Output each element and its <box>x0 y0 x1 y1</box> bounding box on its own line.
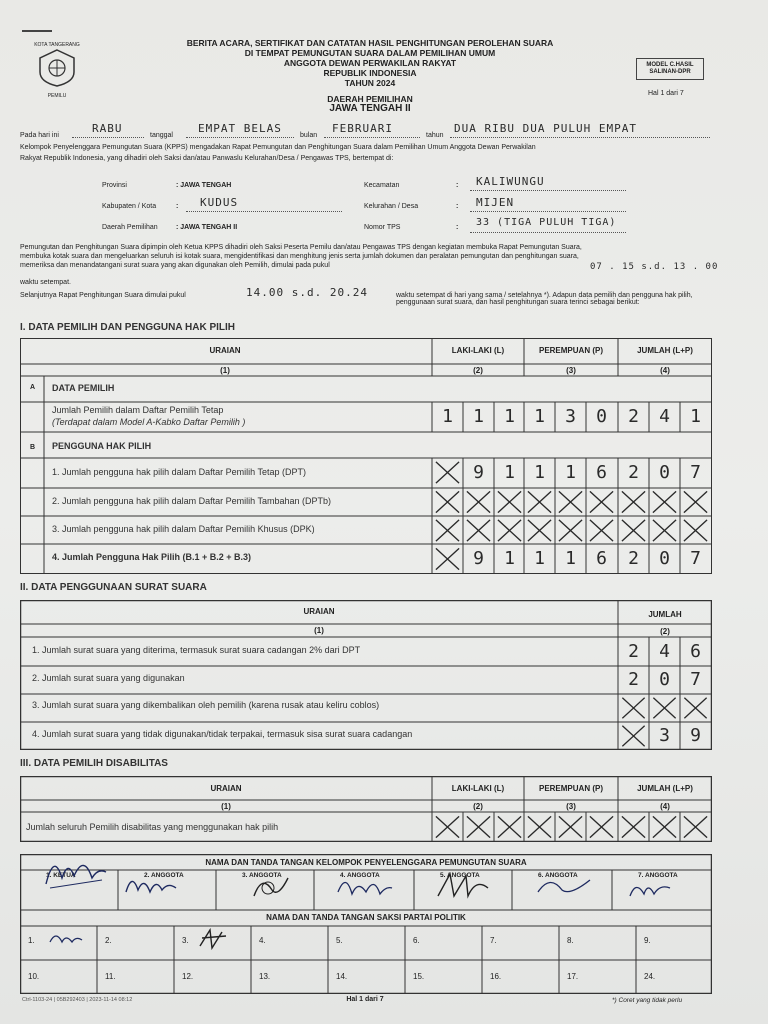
s1-b4-digit-cell <box>433 545 462 573</box>
saksi-slot-r1-6: 6. <box>413 936 420 945</box>
signature-anggota-4 <box>334 870 394 904</box>
time-range-2: 14.00 s.d. 20.24 <box>246 286 368 299</box>
s1-a-digit-cell: 2 <box>628 406 639 427</box>
s2-r3: 3. Jumlah surat suara yang dikembalikan oleh pemilih (karena rusak atau keliru coblos) <box>32 700 380 710</box>
s1-b1-digit-cell: 1 <box>534 462 545 483</box>
waktu-setempat: waktu setempat. <box>20 279 71 286</box>
s3-num-1: (1) <box>221 802 231 811</box>
signature-anggota-6 <box>534 872 594 900</box>
s1-a-row1b: (Terdapat dalam Model A-Kabko Daftar Pemilih ) <box>52 417 246 427</box>
saksi-slot-r1-2: 2. <box>105 936 112 945</box>
s3-x-cell <box>556 813 585 841</box>
s1-b1-digit-cell: 0 <box>659 462 670 483</box>
saksi-slot-r2-8: 17. <box>567 972 579 981</box>
kpps-label-3: 3. ANGGOTA <box>242 872 282 879</box>
s3-x-cell <box>650 813 679 841</box>
s2-r1: 1. Jumlah surat suara yang diterima, termasuk surat suara cadangan 2% dari DPT <box>32 645 361 655</box>
s1-b1-digit-cell: 6 <box>596 462 607 483</box>
saksi-slot-r1-3: 3. <box>182 936 189 945</box>
saksi-slot-r1-9: 9. <box>644 936 651 945</box>
signature-anggota-5 <box>432 868 492 904</box>
s1-b2-x-cell <box>495 488 524 516</box>
s1-b3-x-cell <box>681 517 710 544</box>
s1-col-jumlah: JUMLAH (L+P) <box>637 346 693 355</box>
s1-b3-x-cell <box>650 517 679 544</box>
tahun-value: DUA RIBU DUA PULUH EMPAT <box>450 122 710 138</box>
s1-b1-digit-cell: 1 <box>565 462 576 483</box>
s1-b2-x-cell <box>650 488 679 516</box>
s1-b2-x-cell <box>681 488 710 516</box>
kelurahan-label: Kelurahan / Desa <box>364 203 419 210</box>
s1-b-title: PENGGUNA HAK PILIH <box>52 441 152 451</box>
kabupaten-value: KUDUS <box>186 196 342 212</box>
s3-num-2: (2) <box>473 802 483 811</box>
s2-r2: 2. Jumlah surat suara yang digunakan <box>32 673 185 683</box>
saksi-slot-r2-1: 10. <box>28 972 40 981</box>
bulan-value: FEBRUARI <box>324 122 420 138</box>
page-number-top: Hal 1 dari 7 <box>648 90 684 97</box>
header-line2: DI TEMPAT PEMUNGUTAN SUARA DALAM PEMILIHAN UMUM <box>244 48 496 58</box>
s1-b1-digit-cell: 1 <box>504 462 515 483</box>
opening-paragraph-2: Kelompok Penyelenggara Pemungutan Suara (KPPS) mengadakan Rapat Pemungutan dan Penghitungan Suara dalam Pemilihan Umum Anggota Dewan Perwakilan <box>20 144 536 151</box>
tahun-label: tahun <box>426 132 444 139</box>
body-paragraph-2b: waktu setempat di hari yang sama / setelahnya *). Adapun data pemilih dan pengguna hak pilih, penggunaan surat suara, dan hasil penghitungan suara terinci sebagai berikut: <box>396 292 693 306</box>
saksi-slot-r2-5: 14. <box>336 972 348 981</box>
s1-b3-x-cell <box>525 517 554 544</box>
s1-b4-digit-cell: 1 <box>504 548 515 569</box>
s2-col-uraian: URAIAN <box>303 607 335 616</box>
kpps-label-4: 4. ANGGOTA <box>340 872 380 879</box>
s1-col-laki: LAKI-LAKI (L) <box>451 346 505 355</box>
saksi-slot-r1-4: 4. <box>259 936 266 945</box>
s2-r4-digit-cell: 9 <box>690 725 701 746</box>
provinsi-label: Provinsi <box>102 182 127 189</box>
saksi-slot-r1-5: 5. <box>336 936 343 945</box>
header-line1: BERITA ACARA, SERTIFIKAT DAN CATATAN HASIL PENGHITUNGAN PEROLEHAN SUARA <box>186 38 554 48</box>
kpu-logo <box>34 42 80 100</box>
s1-b2-x-cell <box>464 488 493 516</box>
saksi-slot-r2-9: 24. <box>644 972 656 981</box>
s3-col-laki: LAKI-LAKI (L) <box>451 784 505 793</box>
s1-col-perempuan: PEREMPUAN (P) <box>538 346 603 355</box>
s3-col-uraian: URAIAN <box>210 784 242 793</box>
s1-b4-digit-cell: 2 <box>628 548 639 569</box>
s1-col-uraian: URAIAN <box>209 346 241 355</box>
s3-x-cell <box>433 813 462 841</box>
s1-b1-digit-cell <box>433 459 462 486</box>
s1-b2-x-cell <box>587 488 616 516</box>
s2-r4-digit-cell <box>619 723 648 749</box>
kabupaten-label: Kabupaten / Kota <box>102 203 157 210</box>
footer-page: Hal 1 dari 7 <box>346 996 384 1003</box>
kecamatan-label: Kecamatan <box>364 182 400 189</box>
s3-r1: Jumlah seluruh Pemilih disabilitas yang menggunakan hak pilih <box>26 822 279 832</box>
s1-b3-x-cell <box>619 517 648 544</box>
dapil-value: JAWA TENGAH II <box>329 103 411 114</box>
s1-a-digit-cell: 1 <box>534 406 545 427</box>
s1-num-3: (3) <box>566 366 576 375</box>
signature-anggota-2 <box>122 868 182 902</box>
saksi-slot-r2-6: 15. <box>413 972 425 981</box>
s1-b4-digit-cell: 1 <box>534 548 545 569</box>
s1-b1: 1. Jumlah pengguna hak pilih dalam Daftar Pemilih Tetap (DPT) <box>52 467 306 477</box>
s2-r2-digit-cell: 2 <box>628 669 639 690</box>
tanggal-label: tanggal <box>150 132 173 139</box>
s1-b3-x-cell <box>495 517 524 544</box>
dapil-field-label: Daerah Pemilihan <box>102 224 158 231</box>
section-3-title: III. DATA PEMILIH DISABILITAS <box>20 758 168 769</box>
s3-x-cell <box>681 813 710 841</box>
s1-a-row1: Jumlah Pemilih dalam Daftar Pemilih Tetap <box>52 405 224 415</box>
s2-col-jumlah: JUMLAH <box>648 610 682 619</box>
s2-r1-digit-cell: 4 <box>659 641 670 662</box>
s1-a-digit-cell: 4 <box>659 406 670 427</box>
signature-ketua <box>40 848 110 892</box>
tanggal-value: EMPAT BELAS <box>186 122 294 138</box>
saksi-slot-r2-3: 12. <box>182 972 194 981</box>
s2-r2-digit-cell: 0 <box>659 669 670 690</box>
s3-x-cell <box>495 813 524 841</box>
s1-b4-digit-cell: 7 <box>690 548 701 569</box>
corner-mark <box>22 30 52 32</box>
form-page: KOTA TANGERANG PEMILU BERITA ACARA, SERTIFIKAT DAN CATATAN HASIL PENGHITUNGAN PEROLEHAN SUARA DI TEMPAT PEMUNGUTAN SUARA DALAM PEMILIHAN UMUM ANGGOTA DEWAN PERWAKILAN RAKYAT REPUBLIK INDONESIA TAHUN 2024 DAERAH PEMILIHAN JAWA TENGAH II MODEL C.HASIL SALINAN-DPR Hal 1 dari 7 Pada hari ini RABU tanggal EMPAT BELAS bulan FEBRUARI tahun DUA RIBU DUA PULUH EMPAT Kelompok Penyelenggara Pemungutan Suara (KPPS) mengadakan Rapat Pemungutan dan Penghitungan Suara dalam Pemilihan Umum Anggota Dewan Perwakilan Rakyat Republik Indonesia, yang dihadiri oleh Saksi dan/atau Panwaslu Kelurahan/Desa / Pengawas TPS, bertempat di: Provinsi : JAWA TENGAH Kabupaten / Kota : KUDUS Daerah Pemilihan : JAWA TENGAH II Kecamatan : KALIWUNGU Kelurahan / Desa : MIJEN Nomor TPS : 33 (TIGA PULUH TIGA) Pemungutan dan Penghitungan Suara dipimpin oleh Ketua KPPS dihadiri oleh Saksi Peserta Pemilu dan/atau Pengawas TPS dengan kegiatan membuka Rapat Pemungutan Suara, membuka kotak suara dan mengeluarkan seluruh isi kotak suara, mengidentifikasi dan menghitung jenis serta jumlah dokumen dan peralatan pemungutan dan penghitungan suara, memeriksa dan menandatangani surat suara yang akan digunakan oleh Pemilih, dimulai pada pukul 07 . 15 s.d. 13 . 00 waktu setempat. Selanjutnya Rapat Penghitungan Suara dimulai pukul 14.00 s.d. 20.24 waktu setempat di hari yang sama / setelahnya *). Adapun data pemilih dan pengguna hak pilih, penggunaan surat suara, dan hasil penghitungan suara terinci sebagai berikut: I. DATA PEMILIH DAN PENGGUNA HAK PILIH URAIAN LAKI-LAKI (L) PEREMPUAN (P) JUMLAH (L+P) (1) (2) (3) (4) A DATA PEMILIH Jumlah Pemilih dalam Daftar Pemilih Tetap (Terdapat dalam Model A-Kabko Daftar Pemilih ) B PENGGUNA HAK PILIH 1. Jumlah pengguna hak pilih dalam Daftar Pemilih Tetap (DPT) 2. Jumlah pengguna hak pilih dalam Daftar Pemilih Tambahan (DPTb) 3. Jumlah pengguna hak pilih dalam Daftar Pemilih Khusus (DPK) 4. Jumlah Pengguna Hak Pilih (B.1 + B.2 + B.3) 1 1 1 1 3 0 2 4 1 9 1 1 1 6 2 0 7 9 1 1 1 6 2 0 7 II. DATA PENGGUNAAN SURAT SUARA URAIAN JUMLAH (1) (2) 1. Jumlah surat suara yang diterima, termasuk surat suara cadangan 2% dari DPT 2. Jumlah surat suara yang digunakan 3. Jumlah surat suara yang dikembalikan oleh pemilih (karena rusak atau keliru coblos) 4. Jumlah surat suara yang tidak digunakan/tidak terpakai, termasuk sisa surat suara cadangan 2 4 6 2 0 7 3 9 III. DATA PEMILIH DISABILITAS URAIAN LAKI-LAKI (L) PEREMPUAN (P) JUMLAH (L+P) (1) (2) (3) (4) Jumlah seluruh Pemilih disabilitas yang menggunakan hak pilih NAMA DAN TANDA TANGAN KELOMPOK PENYELENGGARA PEMUNGUTAN SUARA NAMA DAN TANDA TANGAN SAKSI PARTAI POLITIK 1. KETUA 2. ANGGOTA 3. ANGGOTA 4. ANGGOTA 5. ANGGOTA 6. ANGGOTA 7. ANGGOTA 1. 2. 3. 4. 5. 6. 7. 8. 9. 10. 11. 12. 13. 14. 15. 16. 17. 24. Ctrl-1103-24 | 05B292403 | 2023-11-14 08:12 Hal 1 dari 7 *) Coret yang tidak perlu <box>0 0 768 1024</box>
signature-saksi-3 <box>196 926 232 952</box>
bulan-label: bulan <box>300 132 318 139</box>
s1-b4: 4. Jumlah Pengguna Hak Pilih (B.1 + B.2 + B.3) <box>52 552 252 562</box>
doc-header <box>120 38 620 114</box>
header-line4: REPUBLIK INDONESIA <box>323 68 417 78</box>
s1-b2-x-cell <box>433 488 462 516</box>
s1-b2-x-cell <box>556 488 585 516</box>
s2-r1-digit-cell: 2 <box>628 641 639 662</box>
s2-num-2: (2) <box>660 627 670 636</box>
s1-b4-digit-cell: 9 <box>473 548 484 569</box>
s2-r3-x-cell <box>619 695 648 721</box>
s1-b4-digit-cell: 0 <box>659 548 670 569</box>
footer-note: *) Coret yang tidak perlu <box>612 997 683 1004</box>
s1-b2: 2. Jumlah pengguna hak pilih dalam Daftar Pemilih Tambahan (DPTb) <box>52 496 331 506</box>
s1-b3-x-cell <box>464 517 493 544</box>
logo-text-bottom: PEMILU <box>47 93 67 99</box>
s1-a-digit-cell: 0 <box>596 406 607 427</box>
s1-a-digit-cell: 1 <box>690 406 701 427</box>
s1-a-digit-cell: 1 <box>504 406 515 427</box>
saksi-slot-r2-2: 11. <box>105 972 116 981</box>
saksi-slot-r2-7: 16. <box>490 972 502 981</box>
s3-col-jumlah: JUMLAH (L+P) <box>637 784 693 793</box>
s3-x-cell <box>587 813 616 841</box>
saksi-slot-r1-8: 8. <box>567 936 574 945</box>
s1-a-letter: A <box>30 384 36 391</box>
s1-b2-x-cell <box>525 488 554 516</box>
pada-hari-ini: Pada hari ini <box>20 132 59 139</box>
s1-b3-x-cell <box>587 517 616 544</box>
kelurahan-value: MIJEN <box>470 196 626 212</box>
s1-num-1: (1) <box>220 366 230 375</box>
saksi-slot-r1-1: 1. <box>28 936 35 945</box>
s3-x-cell <box>619 813 648 841</box>
s1-b1-digit-cell: 7 <box>690 462 701 483</box>
s1-a-digit-cell: 1 <box>442 406 453 427</box>
signature-anggota-7 <box>626 874 676 904</box>
section-1-title: I. DATA PEMILIH DAN PENGGUNA HAK PILIH <box>20 322 235 333</box>
s1-b4-digit-cell: 1 <box>565 548 576 569</box>
s1-num-2: (2) <box>473 366 483 375</box>
s3-x-cell <box>525 813 554 841</box>
tps-label: Nomor TPS <box>364 224 401 231</box>
s1-b3: 3. Jumlah pengguna hak pilih dalam Daftar Pemilih Khusus (DPK) <box>52 524 315 534</box>
s1-b1-digit-cell: 2 <box>628 462 639 483</box>
tps-value: 33 (TIGA PULUH TIGA) <box>470 217 626 233</box>
signature-anggota-3 <box>248 870 294 904</box>
hari-value: RABU <box>72 122 144 138</box>
s1-b-letter: B <box>30 444 36 451</box>
saksi-slot-r1-7: 7. <box>490 936 497 945</box>
kpps-label-6: 6. ANGGOTA <box>538 872 578 879</box>
s1-num-4: (4) <box>660 366 670 375</box>
s3-x-cell <box>464 813 493 841</box>
kpps-title: NAMA DAN TANDA TANGAN KELOMPOK PENYELENGGARA PEMUNGUTAN SUARA <box>205 858 527 867</box>
section-2-title: II. DATA PENGGUNAAN SURAT SUARA <box>20 582 207 593</box>
header-line5: TAHUN 2024 <box>344 78 396 88</box>
s2-r2-digit-cell: 7 <box>690 669 701 690</box>
kpps-label-7: 7. ANGGOTA <box>638 872 678 879</box>
provinsi-value: : JAWA TENGAH <box>176 182 232 189</box>
time-range-1: 07 . 15 s.d. 13 . 00 <box>590 262 719 272</box>
saksi-slot-r2-4: 13. <box>259 972 271 981</box>
s1-a-title: DATA PEMILIH <box>52 383 115 393</box>
s2-r3-x-cell <box>650 695 679 721</box>
signature-saksi-1 <box>46 928 86 950</box>
footer-left: Ctrl-1103-24 | 05B292403 | 2023-11-14 08:12 <box>22 997 133 1003</box>
s3-num-3: (3) <box>566 802 576 811</box>
kecamatan-value: KALIWUNGU <box>470 175 626 191</box>
s3-col-perempuan: PEREMPUAN (P) <box>538 784 603 793</box>
logo-text-top: KOTA TANGERANG <box>34 42 80 48</box>
s1-a-digit-cell: 3 <box>565 406 576 427</box>
s2-r4-digit-cell: 3 <box>659 725 670 746</box>
kpps-label-2: 2. ANGGOTA <box>144 872 184 879</box>
header-line3: ANGGOTA DEWAN PERWAKILAN RAKYAT <box>283 58 457 68</box>
s1-b2-x-cell <box>619 488 648 516</box>
body-paragraph-2a: Selanjutnya Rapat Penghitungan Suara dimulai pukul <box>20 292 186 299</box>
model-box: MODEL C.HASIL SALINAN-DPR <box>636 58 704 80</box>
s3-num-4: (4) <box>660 802 670 811</box>
dapil-field-value: : JAWA TENGAH II <box>176 224 238 231</box>
s1-b3-x-cell <box>556 517 585 544</box>
kpps-label-5: 5. ANGGOTA <box>440 872 480 879</box>
s2-r1-digit-cell: 6 <box>690 641 701 662</box>
s2-num-1: (1) <box>314 626 324 635</box>
s1-a-digit-cell: 1 <box>473 406 484 427</box>
s2-r3-x-cell <box>681 695 710 721</box>
s1-b1-digit-cell: 9 <box>473 462 484 483</box>
body-paragraph-1: Pemungutan dan Penghitungan Suara dipimpin oleh Ketua KPPS dihadiri oleh Saksi Peserta Pemilu dan/atau Pengawas TPS dengan kegiatan membuka Rapat Pemungutan Suara, membuka kotak suara dan mengeluarkan seluruh isi kotak suara, mengidentifikasi dan menghitung jenis serta jumlah dokumen dan peralatan pemungutan dan penghitungan suara, memeriksa dan menandatangani surat suara yang akan digunakan oleh Pemilih, dimulai pada pukul <box>20 244 582 269</box>
kpps-label-1: 1. KETUA <box>46 872 76 879</box>
dapil-label: DAERAH PEMILIHAN <box>327 94 413 104</box>
s2-r4: 4. Jumlah surat suara yang tidak digunakan/tidak terpakai, termasuk sisa surat suara cadangan <box>32 729 413 739</box>
s1-b4-digit-cell: 6 <box>596 548 607 569</box>
saksi-title: NAMA DAN TANDA TANGAN SAKSI PARTAI POLITIK <box>266 913 466 922</box>
s1-b3-x-cell <box>433 517 462 544</box>
opening-paragraph-3: Rakyat Republik Indonesia, yang dihadiri oleh Saksi dan/atau Panwaslu Kelurahan/Desa / Pengawas TPS, bertempat di: <box>20 155 394 162</box>
